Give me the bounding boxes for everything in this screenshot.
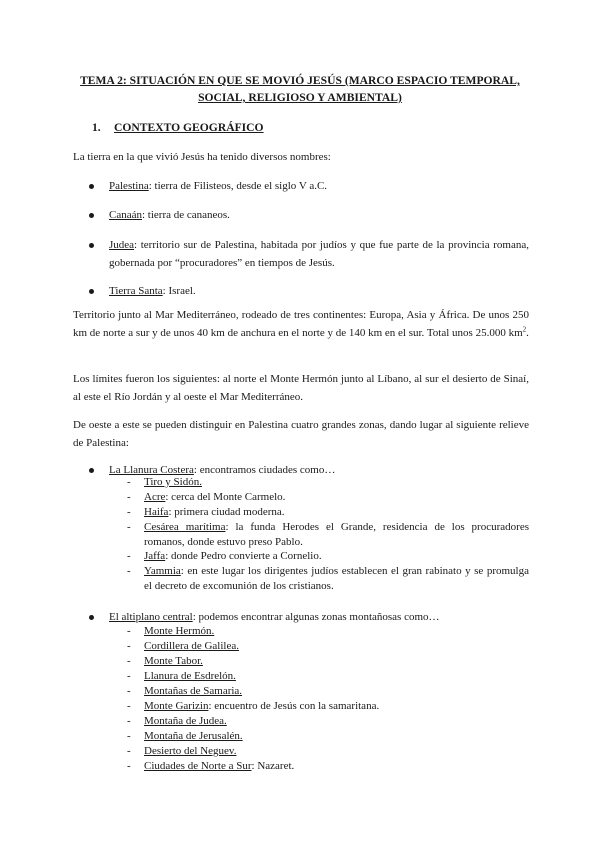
description: : la funda Herodes el Grande, residencia de los procuradores romanos, donde estuvo preso Pablo. bbox=[144, 521, 529, 548]
description: : en este lugar los dirigentes judíos establecen el gran rabinato y se promulga el decreto de excomunión de los cristianos. bbox=[144, 565, 529, 592]
sub-item bbox=[127, 624, 529, 639]
dash: - bbox=[127, 565, 131, 577]
dash: - bbox=[127, 760, 131, 772]
term: Ciudades de Norte a Sur bbox=[144, 760, 252, 772]
sub-item bbox=[127, 729, 529, 744]
sub-item bbox=[127, 744, 529, 759]
bullet-icon bbox=[89, 184, 94, 189]
dash: - bbox=[127, 700, 131, 712]
dash: - bbox=[127, 640, 131, 652]
dash: - bbox=[127, 715, 131, 727]
term: Haifa bbox=[144, 506, 169, 518]
term: Montaña de Jerusalén. bbox=[144, 730, 243, 742]
term: El altiplano central bbox=[109, 611, 193, 623]
sub-item bbox=[127, 475, 529, 490]
term: La Llanura Costera bbox=[109, 464, 194, 476]
list-item bbox=[86, 206, 529, 224]
dash: - bbox=[127, 506, 131, 518]
sub-item bbox=[127, 684, 529, 699]
dash: - bbox=[127, 476, 131, 488]
term: Montañas de Samaria. bbox=[144, 685, 243, 697]
description: : podemos encontrar algunas zonas montañosas como… bbox=[192, 611, 440, 623]
description: : Nazaret. bbox=[251, 760, 295, 772]
list-item bbox=[86, 236, 529, 272]
term: Yammia bbox=[144, 565, 181, 577]
bullet-icon bbox=[89, 468, 94, 473]
dash: - bbox=[127, 491, 131, 503]
dash: - bbox=[127, 730, 131, 742]
territory-text: Territorio junto al Mar Mediterráneo, rodeado de tres continentes: Europa, Asia y África. De unos 250 km de norte a sur y de unos 40 km de anchura en el norte y de 140 km en el sur. Total unos 25.000 km bbox=[73, 309, 529, 339]
sub-item bbox=[127, 505, 529, 520]
description: : cerca del Monte Carmelo. bbox=[165, 491, 286, 503]
superscript: 2 bbox=[522, 325, 527, 334]
sub-item bbox=[127, 669, 529, 684]
term: Llanura de Esdrelón. bbox=[144, 670, 236, 682]
bullet-icon bbox=[89, 289, 94, 294]
description: : tierra de Filisteos, desde el siglo V a.C. bbox=[148, 180, 328, 192]
term: Monte Garizin bbox=[144, 700, 209, 712]
term: Tiro y Sidón. bbox=[144, 476, 202, 488]
term: Canaán bbox=[109, 209, 142, 221]
bullet-icon bbox=[89, 213, 94, 218]
term: Desierto del Neguev. bbox=[144, 745, 237, 757]
description: : territorio sur de Palestina, habitada por judíos y que fue parte de la provincia romana, gobernada por “procuradores” en tiempos de Jesús. bbox=[109, 239, 529, 269]
dash: - bbox=[127, 655, 131, 667]
sub-item bbox=[127, 490, 529, 505]
list-item bbox=[86, 282, 529, 300]
description: : primera ciudad moderna. bbox=[168, 506, 285, 518]
dash: - bbox=[127, 550, 131, 562]
term: Monte Tabor. bbox=[144, 655, 203, 667]
dash: - bbox=[127, 521, 131, 533]
term: Cordillera de Galilea. bbox=[144, 640, 239, 652]
sub-item bbox=[127, 520, 529, 550]
title-line-1: TEMA 2: SITUACIÓN EN QUE SE MOVIÓ JESÚS (MARCO ESPACIO TEMPORAL, bbox=[80, 74, 520, 87]
section-number: 1. bbox=[92, 121, 101, 134]
term: Tierra Santa bbox=[109, 285, 163, 297]
sub-item bbox=[127, 564, 529, 594]
dash: - bbox=[127, 745, 131, 757]
territory-end: . bbox=[526, 327, 529, 339]
territory-paragraph bbox=[73, 306, 529, 342]
description: : encontramos ciudades como… bbox=[193, 464, 336, 476]
dash: - bbox=[127, 670, 131, 682]
zones-intro-paragraph: De oeste a este se pueden distinguir en Palestina cuatro grandes zonas, dando lugar al siguiente relieve de Palestina: bbox=[73, 419, 529, 449]
dash: - bbox=[127, 625, 131, 637]
limits-paragraph: Los límites fueron los siguientes: al norte el Monte Hermón junto al Líbano, al sur el desierto de Sinaí, al este el Río Jordán y al oeste el Mar Mediterráneo. bbox=[73, 373, 529, 403]
term: Acre bbox=[144, 491, 166, 503]
list-item bbox=[86, 177, 529, 195]
dash: - bbox=[127, 685, 131, 697]
term: Jaffa bbox=[144, 550, 166, 562]
sub-item bbox=[127, 639, 529, 654]
term: Cesárea marítima bbox=[144, 521, 226, 533]
bullet-icon bbox=[89, 615, 94, 620]
term: Monte Hermón. bbox=[144, 625, 215, 637]
sub-item bbox=[127, 654, 529, 669]
description: : tierra de cananeos. bbox=[141, 209, 230, 221]
intro-paragraph: La tierra en la que vivió Jesús ha tenido diversos nombres: bbox=[73, 151, 331, 163]
sub-item bbox=[127, 699, 529, 714]
term: Palestina bbox=[109, 180, 149, 192]
title-line-2: SOCIAL, RELIGIOSO Y AMBIENTAL) bbox=[198, 91, 402, 104]
term: Judea bbox=[109, 239, 135, 251]
bullet-icon bbox=[89, 243, 94, 248]
sub-item bbox=[127, 549, 529, 564]
section-title: CONTEXTO GEOGRÁFICO bbox=[114, 121, 264, 134]
description: : encuentro de Jesús con la samaritana. bbox=[208, 700, 380, 712]
description: : Israel. bbox=[162, 285, 196, 297]
sub-item bbox=[127, 759, 529, 774]
description: : donde Pedro convierte a Cornelio. bbox=[165, 550, 322, 562]
page-title bbox=[60, 72, 540, 106]
sub-item bbox=[127, 714, 529, 729]
section-heading bbox=[92, 121, 264, 134]
term: Montaña de Judea. bbox=[144, 715, 227, 727]
